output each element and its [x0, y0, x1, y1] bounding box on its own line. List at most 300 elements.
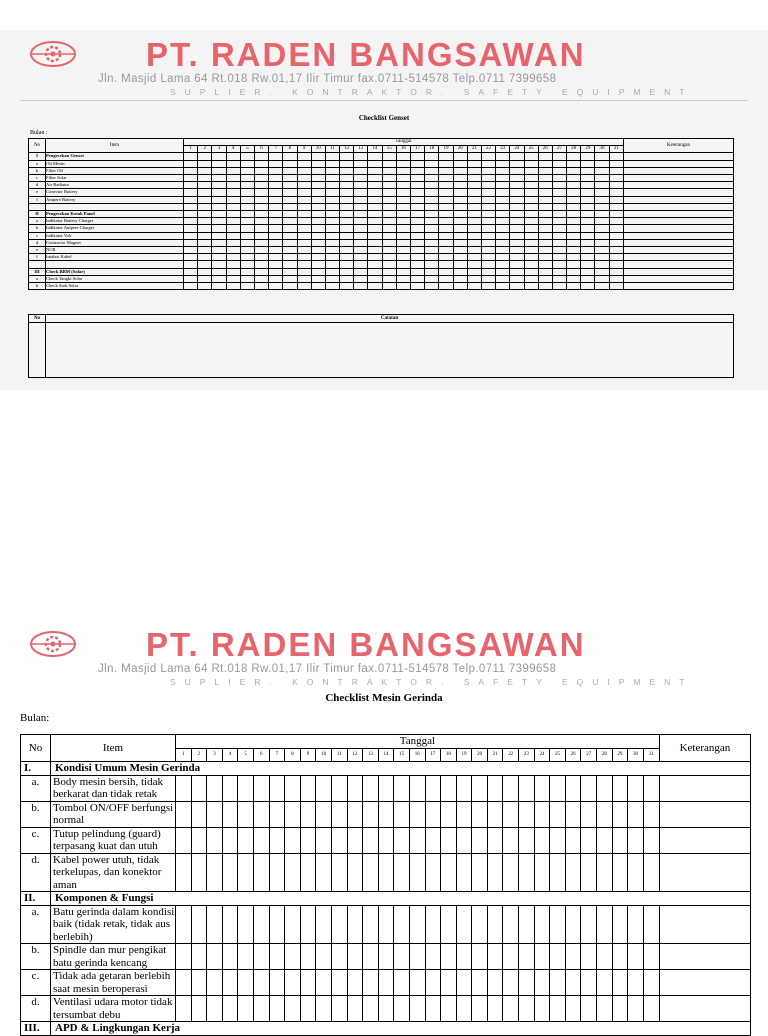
check-cell[interactable] — [198, 254, 212, 261]
empty-cell[interactable] — [226, 261, 240, 268]
check-cell[interactable] — [453, 167, 467, 174]
check-cell[interactable] — [253, 801, 269, 827]
check-cell[interactable] — [496, 247, 510, 254]
check-cell[interactable] — [311, 232, 325, 239]
check-cell[interactable] — [510, 275, 524, 282]
check-cell[interactable] — [325, 232, 339, 239]
check-cell[interactable] — [184, 218, 198, 225]
check-cell[interactable] — [396, 175, 410, 182]
check-cell[interactable] — [565, 827, 581, 853]
empty-cell[interactable] — [581, 261, 595, 268]
check-cell[interactable] — [269, 196, 283, 203]
check-cell[interactable] — [396, 160, 410, 167]
check-cell[interactable] — [285, 970, 301, 996]
check-cell[interactable] — [609, 283, 623, 290]
check-cell[interactable] — [363, 775, 379, 801]
check-cell[interactable] — [538, 211, 552, 218]
check-cell[interactable] — [524, 254, 538, 261]
check-cell[interactable] — [396, 232, 410, 239]
check-cell[interactable] — [283, 225, 297, 232]
empty-cell[interactable] — [396, 261, 410, 268]
check-cell[interactable] — [487, 827, 503, 853]
check-cell[interactable] — [240, 232, 254, 239]
empty-cell[interactable] — [552, 203, 566, 210]
check-cell[interactable] — [487, 905, 503, 944]
check-cell[interactable] — [254, 153, 268, 160]
check-cell[interactable] — [331, 944, 347, 970]
empty-cell[interactable] — [240, 203, 254, 210]
check-cell[interactable] — [538, 160, 552, 167]
empty-cell[interactable] — [623, 203, 733, 210]
check-cell[interactable] — [538, 247, 552, 254]
check-cell[interactable] — [331, 801, 347, 827]
check-cell[interactable] — [311, 189, 325, 196]
check-cell[interactable] — [510, 182, 524, 189]
check-cell[interactable] — [659, 905, 750, 944]
check-cell[interactable] — [643, 801, 659, 827]
check-cell[interactable] — [581, 153, 595, 160]
check-cell[interactable] — [411, 218, 425, 225]
check-cell[interactable] — [283, 268, 297, 275]
check-cell[interactable] — [524, 196, 538, 203]
check-cell[interactable] — [222, 970, 238, 996]
check-cell[interactable] — [269, 182, 283, 189]
check-cell[interactable] — [565, 905, 581, 944]
check-cell[interactable] — [503, 827, 519, 853]
check-cell[interactable] — [425, 239, 439, 246]
check-cell[interactable] — [609, 225, 623, 232]
check-cell[interactable] — [439, 182, 453, 189]
empty-cell[interactable] — [467, 203, 481, 210]
check-cell[interactable] — [595, 239, 609, 246]
check-cell[interactable] — [534, 944, 550, 970]
check-cell[interactable] — [226, 189, 240, 196]
check-cell[interactable] — [363, 970, 379, 996]
check-cell[interactable] — [347, 775, 363, 801]
check-cell[interactable] — [226, 182, 240, 189]
empty-cell[interactable] — [184, 261, 198, 268]
check-cell[interactable] — [510, 254, 524, 261]
check-cell[interactable] — [354, 218, 368, 225]
check-cell[interactable] — [212, 196, 226, 203]
check-cell[interactable] — [269, 801, 285, 827]
check-cell[interactable] — [453, 211, 467, 218]
check-cell[interactable] — [269, 905, 285, 944]
check-cell[interactable] — [659, 970, 750, 996]
check-cell[interactable] — [453, 153, 467, 160]
check-cell[interactable] — [354, 247, 368, 254]
check-cell[interactable] — [519, 853, 535, 892]
check-cell[interactable] — [481, 218, 495, 225]
check-cell[interactable] — [425, 801, 441, 827]
check-cell[interactable] — [503, 801, 519, 827]
check-cell[interactable] — [325, 167, 339, 174]
check-cell[interactable] — [496, 189, 510, 196]
check-cell[interactable] — [439, 153, 453, 160]
check-cell[interactable] — [481, 196, 495, 203]
empty-cell[interactable] — [496, 261, 510, 268]
check-cell[interactable] — [581, 970, 597, 996]
check-cell[interactable] — [382, 182, 396, 189]
check-cell[interactable] — [510, 247, 524, 254]
empty-cell[interactable] — [425, 261, 439, 268]
check-cell[interactable] — [311, 167, 325, 174]
check-cell[interactable] — [612, 905, 628, 944]
check-cell[interactable] — [524, 211, 538, 218]
empty-cell[interactable] — [425, 203, 439, 210]
check-cell[interactable] — [283, 175, 297, 182]
check-cell[interactable] — [340, 175, 354, 182]
check-cell[interactable] — [411, 160, 425, 167]
check-cell[interactable] — [581, 853, 597, 892]
check-cell[interactable] — [623, 232, 733, 239]
check-cell[interactable] — [481, 283, 495, 290]
check-cell[interactable] — [609, 275, 623, 282]
check-cell[interactable] — [283, 167, 297, 174]
check-cell[interactable] — [347, 827, 363, 853]
check-cell[interactable] — [198, 232, 212, 239]
check-cell[interactable] — [534, 853, 550, 892]
check-cell[interactable] — [496, 283, 510, 290]
empty-cell[interactable] — [269, 261, 283, 268]
check-cell[interactable] — [496, 167, 510, 174]
empty-cell[interactable] — [354, 261, 368, 268]
check-cell[interactable] — [311, 225, 325, 232]
check-cell[interactable] — [354, 239, 368, 246]
check-cell[interactable] — [269, 167, 283, 174]
check-cell[interactable] — [538, 189, 552, 196]
check-cell[interactable] — [481, 153, 495, 160]
check-cell[interactable] — [396, 283, 410, 290]
check-cell[interactable] — [581, 182, 595, 189]
check-cell[interactable] — [297, 182, 311, 189]
check-cell[interactable] — [378, 970, 394, 996]
check-cell[interactable] — [283, 239, 297, 246]
check-cell[interactable] — [623, 254, 733, 261]
check-cell[interactable] — [467, 175, 481, 182]
check-cell[interactable] — [212, 175, 226, 182]
check-cell[interactable] — [198, 175, 212, 182]
check-cell[interactable] — [184, 283, 198, 290]
check-cell[interactable] — [354, 283, 368, 290]
check-cell[interactable] — [510, 160, 524, 167]
check-cell[interactable] — [378, 775, 394, 801]
check-cell[interactable] — [363, 827, 379, 853]
check-cell[interactable] — [325, 211, 339, 218]
check-cell[interactable] — [628, 827, 644, 853]
check-cell[interactable] — [524, 232, 538, 239]
check-cell[interactable] — [467, 167, 481, 174]
check-cell[interactable] — [212, 167, 226, 174]
check-cell[interactable] — [254, 160, 268, 167]
check-cell[interactable] — [396, 275, 410, 282]
check-cell[interactable] — [550, 827, 566, 853]
check-cell[interactable] — [283, 254, 297, 261]
check-cell[interactable] — [612, 996, 628, 1022]
check-cell[interactable] — [411, 211, 425, 218]
check-cell[interactable] — [659, 853, 750, 892]
check-cell[interactable] — [382, 153, 396, 160]
check-cell[interactable] — [538, 268, 552, 275]
check-cell[interactable] — [382, 232, 396, 239]
check-cell[interactable] — [538, 239, 552, 246]
check-cell[interactable] — [191, 944, 207, 970]
check-cell[interactable] — [567, 275, 581, 282]
check-cell[interactable] — [467, 218, 481, 225]
empty-cell[interactable] — [311, 261, 325, 268]
check-cell[interactable] — [254, 218, 268, 225]
check-cell[interactable] — [524, 153, 538, 160]
check-cell[interactable] — [300, 827, 316, 853]
check-cell[interactable] — [240, 153, 254, 160]
check-cell[interactable] — [184, 239, 198, 246]
check-cell[interactable] — [316, 905, 332, 944]
check-cell[interactable] — [331, 905, 347, 944]
check-cell[interactable] — [325, 283, 339, 290]
check-cell[interactable] — [297, 283, 311, 290]
empty-cell[interactable] — [226, 203, 240, 210]
check-cell[interactable] — [297, 175, 311, 182]
check-cell[interactable] — [238, 775, 254, 801]
check-cell[interactable] — [340, 189, 354, 196]
check-cell[interactable] — [311, 247, 325, 254]
check-cell[interactable] — [643, 827, 659, 853]
check-cell[interactable] — [538, 196, 552, 203]
check-cell[interactable] — [254, 196, 268, 203]
check-cell[interactable] — [226, 225, 240, 232]
check-cell[interactable] — [378, 905, 394, 944]
check-cell[interactable] — [595, 247, 609, 254]
empty-cell[interactable] — [524, 261, 538, 268]
check-cell[interactable] — [567, 225, 581, 232]
check-cell[interactable] — [354, 275, 368, 282]
check-cell[interactable] — [254, 247, 268, 254]
check-cell[interactable] — [212, 247, 226, 254]
check-cell[interactable] — [411, 239, 425, 246]
empty-cell[interactable] — [453, 261, 467, 268]
check-cell[interactable] — [297, 225, 311, 232]
notes-catatan-cell[interactable] — [46, 323, 734, 378]
check-cell[interactable] — [597, 853, 613, 892]
empty-cell[interactable] — [340, 261, 354, 268]
check-cell[interactable] — [368, 160, 382, 167]
check-cell[interactable] — [534, 905, 550, 944]
check-cell[interactable] — [425, 853, 441, 892]
check-cell[interactable] — [176, 827, 192, 853]
check-cell[interactable] — [253, 905, 269, 944]
check-cell[interactable] — [581, 905, 597, 944]
check-cell[interactable] — [253, 970, 269, 996]
check-cell[interactable] — [441, 827, 457, 853]
check-cell[interactable] — [184, 275, 198, 282]
empty-cell[interactable] — [382, 203, 396, 210]
check-cell[interactable] — [425, 160, 439, 167]
check-cell[interactable] — [623, 283, 733, 290]
check-cell[interactable] — [269, 853, 285, 892]
check-cell[interactable] — [382, 275, 396, 282]
check-cell[interactable] — [316, 970, 332, 996]
check-cell[interactable] — [340, 275, 354, 282]
empty-cell[interactable] — [538, 261, 552, 268]
check-cell[interactable] — [269, 239, 283, 246]
check-cell[interactable] — [456, 970, 472, 996]
check-cell[interactable] — [510, 239, 524, 246]
check-cell[interactable] — [538, 275, 552, 282]
check-cell[interactable] — [467, 254, 481, 261]
check-cell[interactable] — [316, 853, 332, 892]
check-cell[interactable] — [439, 239, 453, 246]
empty-cell[interactable] — [240, 261, 254, 268]
check-cell[interactable] — [623, 225, 733, 232]
check-cell[interactable] — [411, 167, 425, 174]
check-cell[interactable] — [191, 827, 207, 853]
check-cell[interactable] — [609, 254, 623, 261]
check-cell[interactable] — [240, 247, 254, 254]
check-cell[interactable] — [396, 196, 410, 203]
check-cell[interactable] — [283, 189, 297, 196]
check-cell[interactable] — [519, 801, 535, 827]
check-cell[interactable] — [628, 801, 644, 827]
check-cell[interactable] — [207, 970, 223, 996]
check-cell[interactable] — [519, 905, 535, 944]
check-cell[interactable] — [581, 218, 595, 225]
check-cell[interactable] — [487, 944, 503, 970]
check-cell[interactable] — [472, 905, 488, 944]
check-cell[interactable] — [269, 225, 283, 232]
check-cell[interactable] — [212, 283, 226, 290]
check-cell[interactable] — [396, 247, 410, 254]
check-cell[interactable] — [368, 211, 382, 218]
check-cell[interactable] — [254, 225, 268, 232]
check-cell[interactable] — [456, 905, 472, 944]
check-cell[interactable] — [628, 996, 644, 1022]
check-cell[interactable] — [581, 167, 595, 174]
check-cell[interactable] — [597, 801, 613, 827]
check-cell[interactable] — [325, 175, 339, 182]
check-cell[interactable] — [623, 175, 733, 182]
check-cell[interactable] — [524, 225, 538, 232]
check-cell[interactable] — [519, 996, 535, 1022]
check-cell[interactable] — [382, 211, 396, 218]
check-cell[interactable] — [226, 268, 240, 275]
check-cell[interactable] — [411, 196, 425, 203]
check-cell[interactable] — [396, 211, 410, 218]
empty-cell[interactable] — [481, 203, 495, 210]
check-cell[interactable] — [467, 153, 481, 160]
check-cell[interactable] — [269, 211, 283, 218]
check-cell[interactable] — [283, 196, 297, 203]
check-cell[interactable] — [425, 283, 439, 290]
check-cell[interactable] — [595, 160, 609, 167]
check-cell[interactable] — [441, 996, 457, 1022]
check-cell[interactable] — [285, 775, 301, 801]
check-cell[interactable] — [297, 254, 311, 261]
empty-cell[interactable] — [46, 261, 184, 268]
check-cell[interactable] — [487, 775, 503, 801]
check-cell[interactable] — [519, 944, 535, 970]
check-cell[interactable] — [340, 268, 354, 275]
check-cell[interactable] — [396, 182, 410, 189]
check-cell[interactable] — [519, 970, 535, 996]
check-cell[interactable] — [411, 254, 425, 261]
check-cell[interactable] — [300, 775, 316, 801]
empty-cell[interactable] — [467, 261, 481, 268]
check-cell[interactable] — [503, 853, 519, 892]
check-cell[interactable] — [297, 275, 311, 282]
check-cell[interactable] — [565, 970, 581, 996]
check-cell[interactable] — [609, 160, 623, 167]
check-cell[interactable] — [597, 970, 613, 996]
check-cell[interactable] — [467, 239, 481, 246]
check-cell[interactable] — [297, 160, 311, 167]
check-cell[interactable] — [510, 268, 524, 275]
check-cell[interactable] — [409, 853, 425, 892]
empty-cell[interactable] — [382, 261, 396, 268]
check-cell[interactable] — [311, 182, 325, 189]
check-cell[interactable] — [510, 218, 524, 225]
check-cell[interactable] — [425, 827, 441, 853]
check-cell[interactable] — [550, 775, 566, 801]
check-cell[interactable] — [325, 218, 339, 225]
check-cell[interactable] — [382, 268, 396, 275]
check-cell[interactable] — [612, 970, 628, 996]
empty-cell[interactable] — [510, 261, 524, 268]
check-cell[interactable] — [567, 175, 581, 182]
check-cell[interactable] — [354, 232, 368, 239]
check-cell[interactable] — [623, 167, 733, 174]
check-cell[interactable] — [269, 254, 283, 261]
check-cell[interactable] — [184, 175, 198, 182]
check-cell[interactable] — [425, 196, 439, 203]
empty-cell[interactable] — [269, 203, 283, 210]
check-cell[interactable] — [581, 160, 595, 167]
check-cell[interactable] — [472, 775, 488, 801]
check-cell[interactable] — [453, 283, 467, 290]
check-cell[interactable] — [609, 268, 623, 275]
check-cell[interactable] — [425, 970, 441, 996]
check-cell[interactable] — [552, 175, 566, 182]
check-cell[interactable] — [524, 247, 538, 254]
check-cell[interactable] — [368, 239, 382, 246]
check-cell[interactable] — [567, 232, 581, 239]
check-cell[interactable] — [503, 996, 519, 1022]
check-cell[interactable] — [552, 283, 566, 290]
check-cell[interactable] — [538, 225, 552, 232]
check-cell[interactable] — [198, 196, 212, 203]
check-cell[interactable] — [441, 970, 457, 996]
check-cell[interactable] — [552, 196, 566, 203]
check-cell[interactable] — [411, 182, 425, 189]
check-cell[interactable] — [184, 254, 198, 261]
check-cell[interactable] — [198, 182, 212, 189]
check-cell[interactable] — [226, 283, 240, 290]
check-cell[interactable] — [368, 182, 382, 189]
check-cell[interactable] — [623, 211, 733, 218]
check-cell[interactable] — [628, 853, 644, 892]
check-cell[interactable] — [623, 218, 733, 225]
check-cell[interactable] — [378, 801, 394, 827]
check-cell[interactable] — [269, 160, 283, 167]
check-cell[interactable] — [394, 905, 410, 944]
check-cell[interactable] — [368, 225, 382, 232]
check-cell[interactable] — [222, 853, 238, 892]
check-cell[interactable] — [425, 275, 439, 282]
check-cell[interactable] — [198, 225, 212, 232]
check-cell[interactable] — [198, 275, 212, 282]
check-cell[interactable] — [283, 283, 297, 290]
check-cell[interactable] — [368, 189, 382, 196]
check-cell[interactable] — [609, 196, 623, 203]
